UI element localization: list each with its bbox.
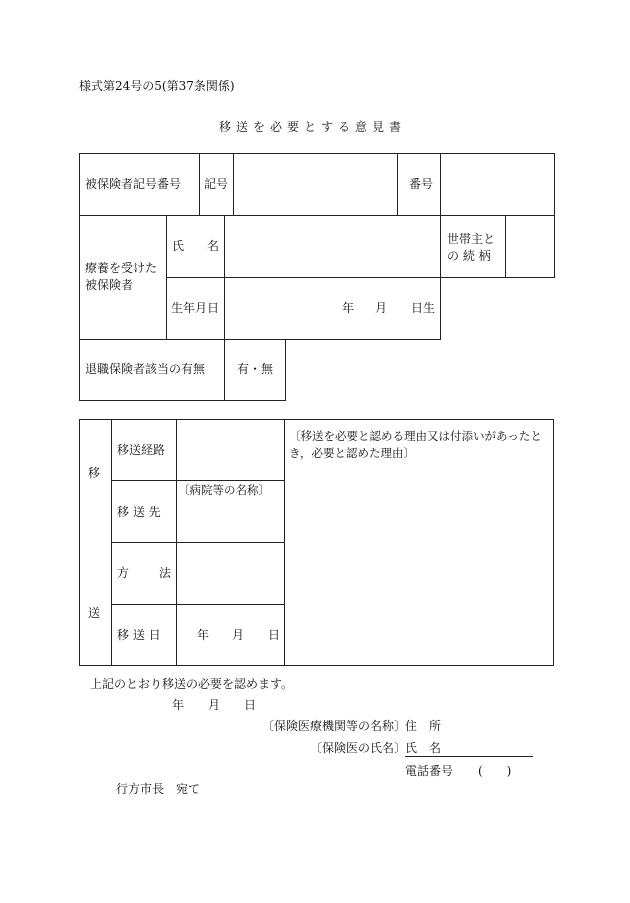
relation-label-line2: の 続 柄 xyxy=(447,249,491,263)
method-label-2: 法 xyxy=(159,566,172,580)
name-label-1: 氏 xyxy=(172,239,185,253)
date-month-label: 月 xyxy=(232,628,245,642)
method-label-1: 方 xyxy=(117,566,130,580)
hospital-name-note: 〔病院等の名称〕 xyxy=(178,483,270,497)
sign-day-label: 日 xyxy=(244,698,257,712)
retiree-value[interactable]: 有・無 xyxy=(237,362,274,376)
date-year-label: 年 xyxy=(197,628,210,642)
phone-label: 電話番号 xyxy=(405,764,454,778)
doctor-label: 〔保険医の氏名〕 xyxy=(310,741,407,755)
transport-side-label-top: 移 xyxy=(88,466,101,480)
reason-field[interactable] xyxy=(285,465,553,665)
patient-label-line1: 療養を受けた xyxy=(85,261,158,275)
number-field[interactable] xyxy=(441,154,554,215)
form-number: 様式第24号の5(第37条関係) xyxy=(79,79,235,93)
destination-field[interactable] xyxy=(177,500,283,541)
number-label: 番号 xyxy=(409,177,434,191)
sign-month-label: 月 xyxy=(208,698,221,712)
symbol-label: 記号 xyxy=(204,177,229,191)
address-label: 住 所 xyxy=(405,719,442,733)
reason-note: 〔移送を必要と認める理由又は付添いがあったとき，必要と認めた理由〕 xyxy=(289,429,542,460)
page-title: 移送を必要とする意見書 xyxy=(219,120,407,134)
transport-side-label-bottom: 送 xyxy=(88,606,101,620)
retiree-label: 退職保険者該当の有無 xyxy=(85,362,206,376)
birth-month-label: 月 xyxy=(375,301,388,315)
patient-label-line2: 被保険者 xyxy=(85,278,134,292)
institution-label: 〔保険医療機関等の名称〕 xyxy=(262,719,407,733)
method-field[interactable] xyxy=(177,543,283,603)
birth-year-label: 年 xyxy=(342,301,355,315)
birth-day-label: 日生 xyxy=(411,301,436,315)
destination-label: 移 送 先 xyxy=(117,505,161,519)
birthdate-field[interactable] xyxy=(225,278,439,338)
phone-parentheses: ( ) xyxy=(478,764,512,778)
date-day-label: 日 xyxy=(268,628,281,642)
relation-field[interactable] xyxy=(506,217,554,276)
statement-text: 上記のとおり移送の必要を認めます。 xyxy=(90,677,294,691)
name-field[interactable] xyxy=(225,217,439,276)
date-label: 移 送 日 xyxy=(117,628,161,642)
route-label: 移送経路 xyxy=(117,443,166,457)
name-label-2: 名 xyxy=(207,239,220,253)
addressee-text: 行方市長 宛て xyxy=(116,782,201,796)
doctor-name-underline xyxy=(405,756,533,757)
birthdate-label: 生年月日 xyxy=(171,301,220,315)
doctor-name-label: 氏 名 xyxy=(405,741,442,755)
relation-label-line1: 世帯主と xyxy=(447,232,496,246)
insured-number-label: 被保険者記号番号 xyxy=(85,177,182,191)
sign-year-label: 年 xyxy=(172,698,185,712)
symbol-field[interactable] xyxy=(234,154,396,215)
route-field[interactable] xyxy=(177,420,283,479)
